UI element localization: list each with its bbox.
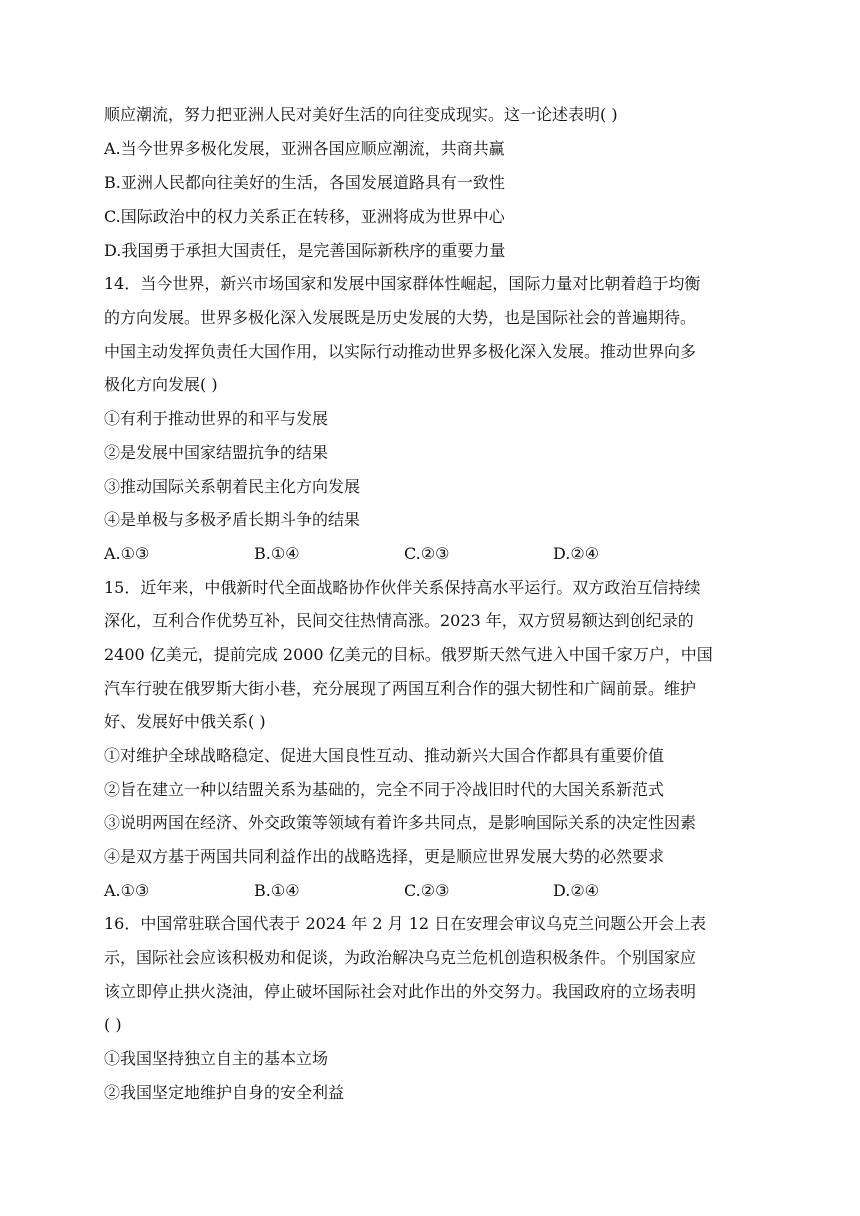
q15-stem-line: 汽车行驶在俄罗斯大街小巷，充分展现了两国互利合作的强大韧性和广阔前景。维护	[104, 679, 697, 698]
q16-stem-line: ( )	[104, 1015, 122, 1034]
q14-choices	[104, 543, 754, 565]
q14-choice-b: B.①④	[254, 544, 300, 563]
q14-choice-d: D.②④	[553, 544, 600, 563]
q13-option-a: A.当今世界多极化发展，亚洲各国应顺应潮流，共商共赢	[104, 139, 505, 158]
q16-statement-1: ①我国坚持独立自主的基本立场	[104, 1049, 329, 1068]
q14-stem-line: 14．当今世界，新兴市场国家和发展中国家群体性崛起，国际力量对比朝着趋于均衡	[104, 274, 701, 293]
q14-stem-line: 的方向发展。世界多极化深入发展既是历史发展的大势，也是国际社会的普遍期待。	[104, 308, 697, 327]
q14-choice-a: A.①③	[104, 544, 150, 563]
q16-stem-line: 该立即停止拱火浇油，停止破坏国际社会对此作出的外交努力。我国政府的立场表明	[104, 982, 697, 1001]
q13-stem-tail: 顺应潮流，努力把亚洲人民对美好生活的向往变成现实。这一论述表明( )	[104, 105, 618, 124]
q13-option-d: D.我国勇于承担大国责任，是完善国际新秩序的重要力量	[104, 241, 506, 260]
q16-statement-2: ②我国坚定地维护自身的安全利益	[104, 1083, 345, 1102]
q15-stem-line: 好、发展好中俄关系( )	[104, 712, 266, 731]
q14-statement-1: ①有利于推动世界的和平与发展	[104, 409, 329, 428]
q15-choices	[104, 880, 754, 902]
q15-stem-line: 2400 亿美元，提前完成 2000 亿美元的目标。俄罗斯天然气进入中国千家万户，中国	[104, 645, 713, 664]
q15-statement-3: ③说明两国在经济、外交政策等领域有着许多共同点，是影响国际关系的决定性因素	[104, 813, 697, 832]
q16-stem-line: 示，国际社会应该积极劝和促谈，为政治解决乌克兰危机创造积极条件。个别国家应	[104, 948, 697, 967]
q14-stem-line: 极化方向发展( )	[104, 375, 218, 394]
q14-statement-3: ③推动国际关系朝着民主化方向发展	[104, 477, 361, 496]
q15-statement-2: ②旨在建立一种以结盟关系为基础的，完全不同于冷战旧时代的大国关系新范式	[104, 780, 665, 799]
q14-statement-4: ④是单极与多极矛盾长期斗争的结果	[104, 510, 361, 529]
q14-choice-c: C.②③	[404, 544, 450, 563]
q15-stem-line: 深化，互利合作优势互补，民间交往热情高涨。2023 年，双方贸易额达到创纪录的	[104, 611, 694, 630]
q15-statement-4: ④是双方基于两国共同利益作出的战略选择，更是顺应世界发展大势的必然要求	[104, 847, 665, 866]
q14-statement-2: ②是发展中国家结盟抗争的结果	[104, 443, 329, 462]
q15-choice-a: A.①③	[104, 881, 150, 900]
q15-stem-line: 15．近年来，中俄新时代全面战略协作伙伴关系保持高水平运行。双方政治互信持续	[104, 578, 701, 597]
q15-statement-1: ①对维护全球战略稳定、促进大国良性互动、推动新兴大国合作都具有重要价值	[104, 746, 665, 765]
q13-option-b: B.亚洲人民都向往美好的生活，各国发展道路具有一致性	[104, 173, 505, 192]
q15-choice-d: D.②④	[553, 881, 600, 900]
q15-choice-b: B.①④	[254, 881, 300, 900]
q13-option-c: C.国际政治中的权力关系正在转移，亚洲将成为世界中心	[104, 207, 505, 226]
q14-stem-line: 中国主动发挥负责任大国作用，以实际行动推动世界多极化深入发展。推动世界向多	[104, 342, 697, 361]
q16-stem-line: 16．中国常驻联合国代表于 2024 年 2 月 12 日在安理会审议乌克兰问题公开会上表	[104, 914, 707, 933]
q15-choice-c: C.②③	[404, 881, 450, 900]
